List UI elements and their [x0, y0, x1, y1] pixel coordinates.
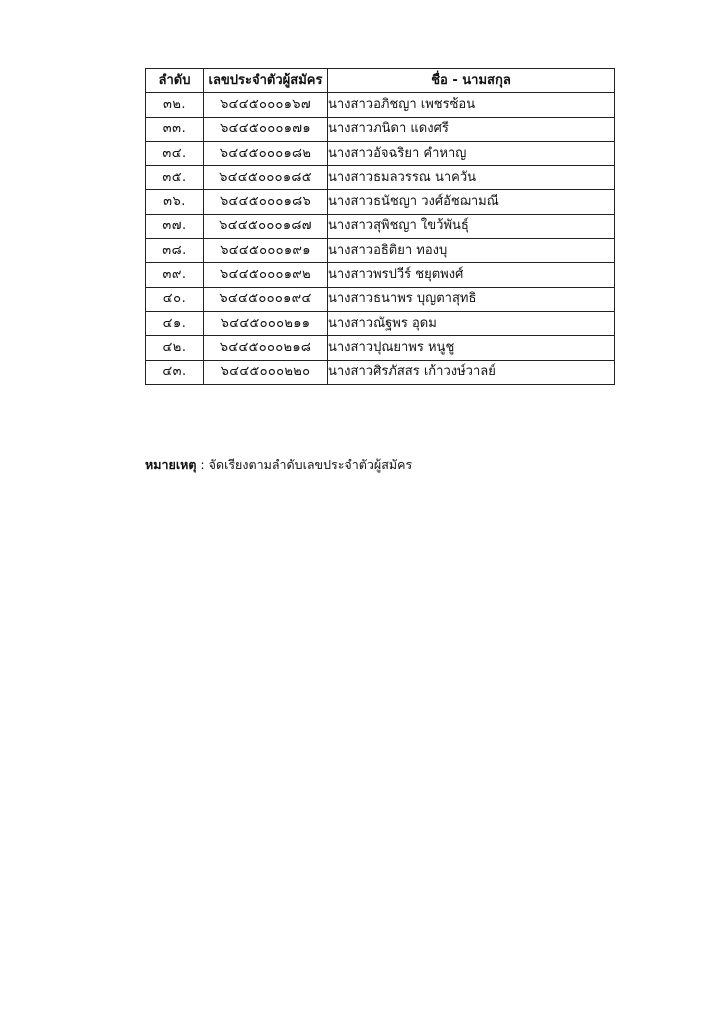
row-number: ๓๗. — [146, 214, 204, 238]
table-row — [146, 117, 615, 141]
applicant-name: นางสาวณัฐพร อุดม — [328, 311, 615, 335]
applicant-name: นางสาวสุพิชญา ใขว้พันธุ์ — [328, 214, 615, 238]
applicant-name: นางสาวศิรภัสสร เก้าวงษ์วาลย์ — [328, 360, 615, 384]
applicant-id: ๖๔๔๕๐๐๐๑๙๑ — [204, 239, 328, 263]
row-number: ๔๒. — [146, 336, 204, 360]
row-number: ๓๙. — [146, 263, 204, 287]
header-name: ชื่อ - นามสกุล — [328, 69, 615, 93]
applicant-name: นางสาวภนิดา แดงศรี — [328, 117, 615, 141]
applicant-name: นางสาวธมลวรรณ นาควัน — [328, 166, 615, 190]
row-number: ๔๓. — [146, 360, 204, 384]
table-row — [146, 214, 615, 238]
applicant-id: ๖๔๔๕๐๐๐๑๖๗ — [204, 93, 328, 117]
applicant-id: ๖๔๔๕๐๐๐๑๘๒ — [204, 141, 328, 165]
row-number: ๓๕. — [146, 166, 204, 190]
applicant-table — [145, 68, 615, 385]
applicant-name: นางสาวอัจฉริยา คำหาญ — [328, 141, 615, 165]
applicant-id: ๖๔๔๕๐๐๐๒๒๐ — [204, 360, 328, 384]
row-number: ๓๘. — [146, 239, 204, 263]
footnote — [145, 455, 412, 475]
table-row — [146, 190, 615, 214]
applicant-name: นางสาวอภิชญา เพชรซ้อน — [328, 93, 615, 117]
table-header-row — [146, 69, 615, 93]
header-no: ลำดับ — [146, 69, 204, 93]
row-number: ๓๖. — [146, 190, 204, 214]
table-row — [146, 287, 615, 311]
row-number: ๔๑. — [146, 311, 204, 335]
footnote-separator: : — [196, 457, 209, 472]
table-row — [146, 141, 615, 165]
applicant-id: ๖๔๔๕๐๐๐๑๘๗ — [204, 214, 328, 238]
applicant-name: นางสาวธนาพร บุญตาสุทธิ — [328, 287, 615, 311]
table-row — [146, 166, 615, 190]
applicant-id: ๖๔๔๕๐๐๐๑๙๔ — [204, 287, 328, 311]
applicant-id: ๖๔๔๕๐๐๐๑๙๒ — [204, 263, 328, 287]
table-row — [146, 239, 615, 263]
row-number: ๓๔. — [146, 141, 204, 165]
table-row — [146, 360, 615, 384]
applicant-id: ๖๔๔๕๐๐๐๑๘๕ — [204, 166, 328, 190]
applicant-name: นางสาวปุณยาพร หนูชู — [328, 336, 615, 360]
table-row — [146, 93, 615, 117]
row-number: ๓๓. — [146, 117, 204, 141]
table-body — [146, 93, 615, 385]
applicant-id: ๖๔๔๕๐๐๐๒๑๘ — [204, 336, 328, 360]
applicant-id: ๖๔๔๕๐๐๐๒๑๑ — [204, 311, 328, 335]
table-row — [146, 263, 615, 287]
applicant-id: ๖๔๔๕๐๐๐๑๘๖ — [204, 190, 328, 214]
header-applicant-id: เลขประจำตัวผู้สมัคร — [204, 69, 328, 93]
applicant-name: นางสาวอธิติยา ทองบุ — [328, 239, 615, 263]
applicant-name: นางสาวพรปวีร์ ชยุตพงศ์ — [328, 263, 615, 287]
table-row — [146, 311, 615, 335]
applicant-id: ๖๔๔๕๐๐๐๑๗๑ — [204, 117, 328, 141]
applicant-name: นางสาวธนัชญา วงศ์อัชฌามณี — [328, 190, 615, 214]
footnote-label: หมายเหตุ — [145, 457, 197, 472]
row-number: ๓๒. — [146, 93, 204, 117]
footnote-text: จัดเรียงตามลำดับเลขประจำตัวผู้สมัคร — [208, 457, 413, 472]
table-row — [146, 336, 615, 360]
row-number: ๔๐. — [146, 287, 204, 311]
